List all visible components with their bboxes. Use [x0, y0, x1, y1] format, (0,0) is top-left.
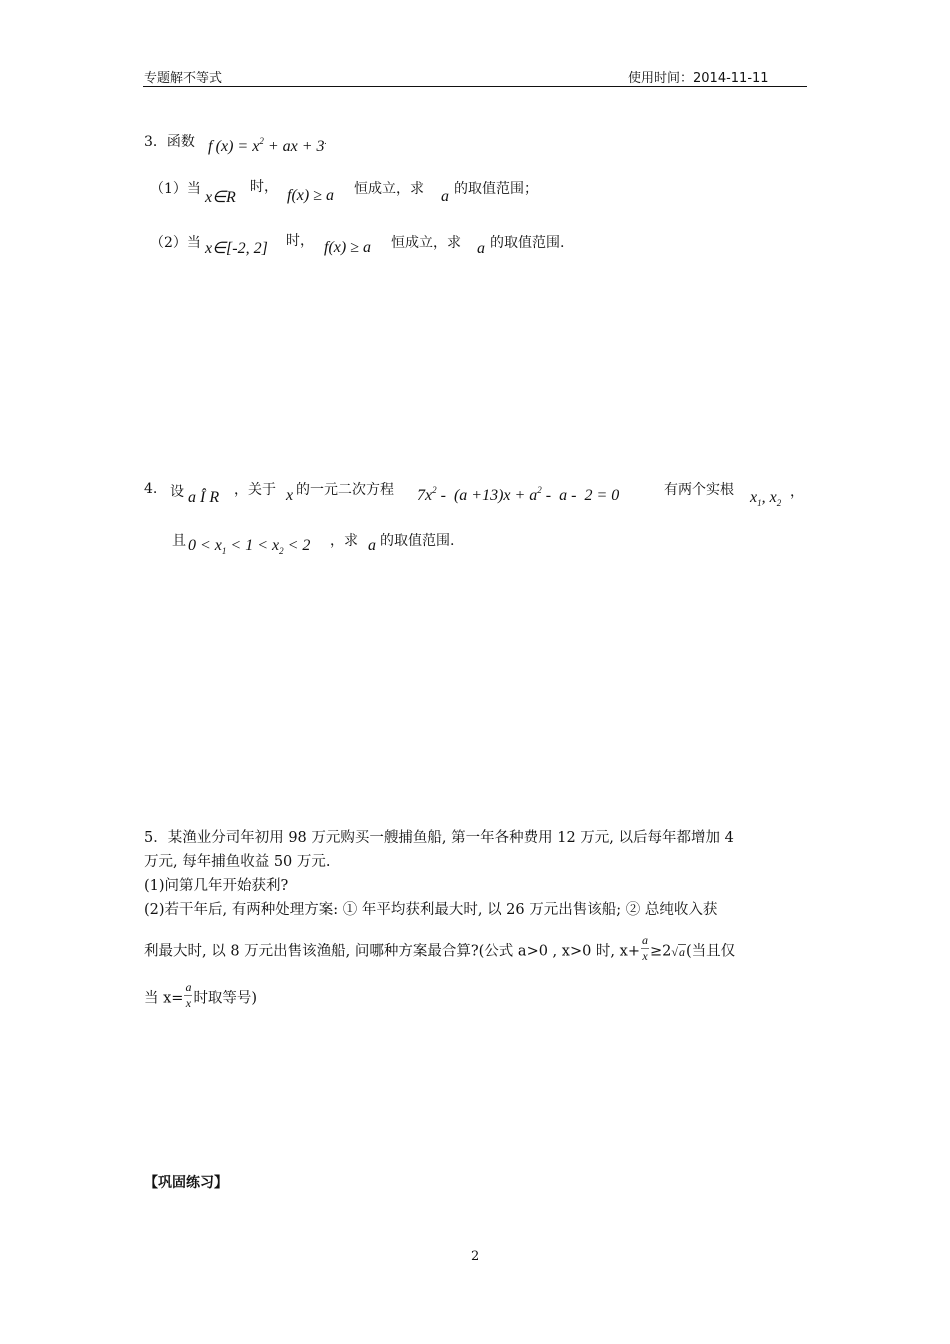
header-title: 专题解不等式	[144, 71, 223, 86]
q4-lead: 设	[170, 484, 184, 500]
header-date: 使用时间：2014-11-11	[628, 71, 769, 86]
q4-roots: $x_1$, $x_2$	[750, 489, 782, 508]
q3-number: 3．函数	[144, 134, 195, 150]
q3-part2-cond: x∈[-2, 2]	[205, 240, 268, 257]
q3-part1-ineq: f(x) ≥ a	[287, 187, 334, 204]
q4-mid2: 的一元二次方程	[296, 482, 394, 498]
fraction-numerator: a	[185, 980, 192, 994]
q5-line6-a: 当 x=	[144, 990, 184, 1007]
fraction-a-over-x-2	[184, 980, 192, 1011]
q3-part1-end: 的取值范围；	[454, 181, 538, 197]
q3-part2-mid: 时，	[286, 233, 314, 249]
section-title: 【巩固练习】	[144, 1175, 228, 1191]
q4-line2-lead: 且	[172, 533, 186, 549]
fraction-denominator: x	[185, 996, 192, 1010]
q5-line5-b: ≥2	[649, 943, 672, 960]
q5-line6	[144, 980, 258, 1014]
q3-part2-lead: （2）当	[150, 235, 201, 251]
q5-line4: (2)若干年后, 有两种处理方案: ① 年平均获利最大时, 以 26 万元出售该船; ② 总纯收入获	[144, 902, 718, 918]
fraction-denominator: x	[642, 949, 648, 963]
q3-part2-end: 的取值范围.	[490, 235, 565, 251]
q4-comma: ，	[790, 484, 804, 500]
q4-var-x: x	[286, 487, 294, 504]
q5-line3: (1)问第几年开始获利?	[144, 878, 289, 894]
q3-part1-lead: （1）当	[150, 181, 201, 197]
q4-set: a Î R	[188, 489, 220, 506]
sqrt-argument: a	[678, 944, 685, 959]
q4-mid3: 有两个实根	[664, 482, 734, 498]
q5-line5-a: 利最大时, 以 8 万元出售该渔船, 问哪种方案最合算?(公式 a>0 , x>0 时, x+	[144, 943, 640, 960]
q4-condition: $0 < x_1 < 1 < x_2 < 2$	[188, 537, 311, 556]
q3-function: f $(x) = x^2$ + ax + 3.	[208, 136, 327, 155]
q4-line2-end: 的取值范围.	[380, 533, 455, 549]
q5-line1: 5．某渔业分司年初用 98 万元购买一艘捕鱼船, 第一年各种费用 12 万元, 以后每年都增加 4	[144, 830, 734, 846]
fraction-a-over-x	[641, 933, 649, 964]
sqrt-a: √a	[671, 944, 685, 959]
q4-number: 4.	[144, 481, 158, 497]
q3-part2-var: a	[477, 240, 485, 257]
q3-part2-ineq: f(x) ≥ a	[324, 239, 371, 256]
q4-var-a: a	[368, 537, 376, 554]
q3-part1-tail: 恒成立，求	[354, 181, 424, 197]
q3-part1-mid: 时，	[250, 179, 278, 195]
q5-line2: 万元, 每年捕鱼收益 50 万元.	[144, 854, 331, 870]
header-rule	[143, 86, 807, 87]
q4-line2-mid: ，求	[330, 533, 358, 549]
q3-part2-tail: 恒成立，求	[391, 235, 461, 251]
page-number: 2	[471, 1249, 480, 1264]
fraction-numerator: a	[641, 933, 648, 947]
q5-line5-c: (当且仅	[685, 943, 736, 960]
q3-part1	[150, 178, 201, 198]
q3-part1-var: a	[441, 188, 449, 205]
q5-line5	[144, 933, 736, 967]
q4-equation: $7x^2 - (a +13)x + a^2 - a - 2 = 0$	[417, 485, 620, 504]
q5-line6-b: 时取等号)	[193, 990, 258, 1007]
q4-mid1: ，关于	[234, 482, 276, 498]
q3-part1-cond: x∈R	[205, 189, 236, 206]
